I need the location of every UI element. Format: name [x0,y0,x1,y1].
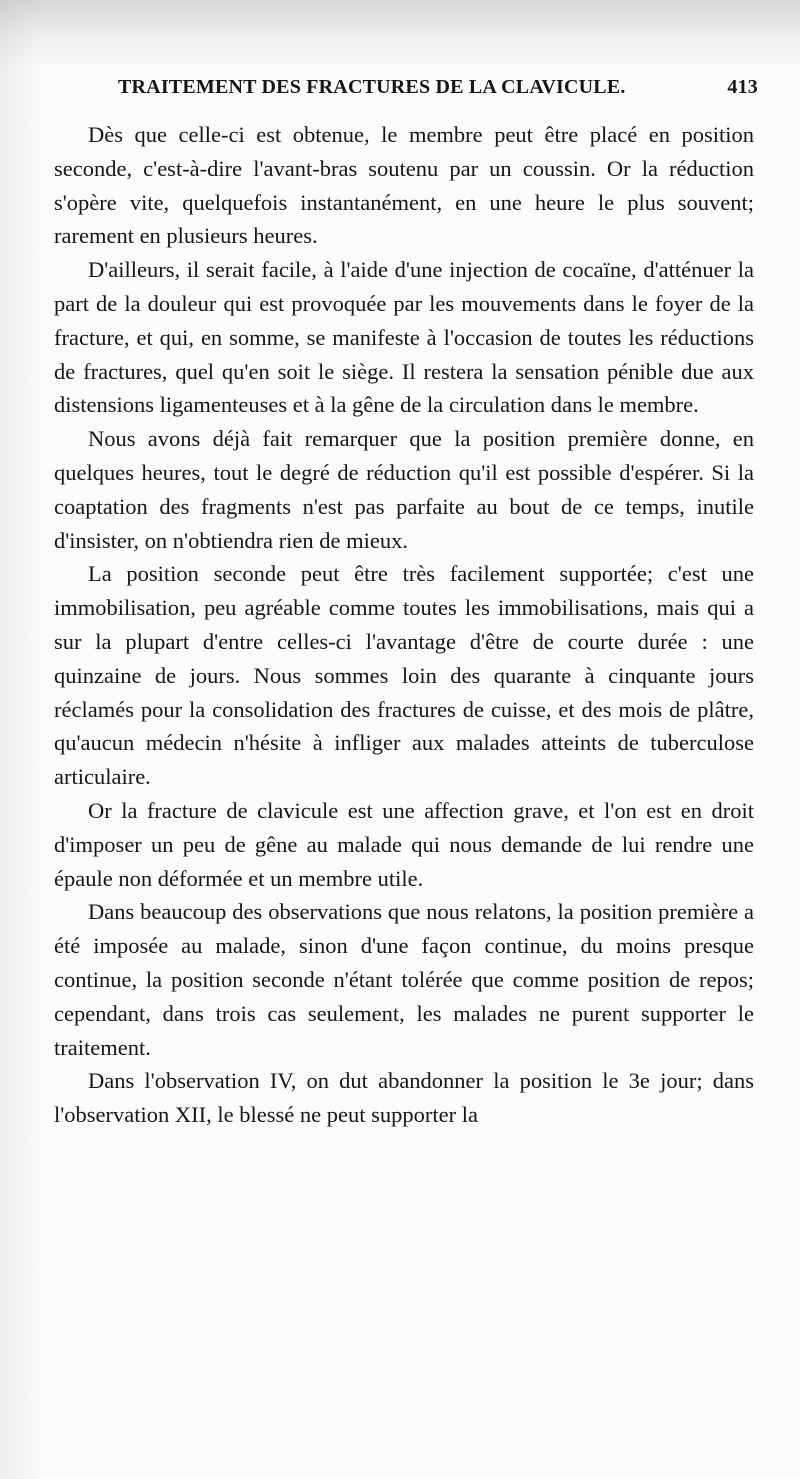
paragraph-5: Or la fracture de clavicule est une affection grave, et l'on est en droit d'imposer un peu de gêne au malade qui nous demande de lui rendre une épaule non déformée et un membre utile. [54,797,754,891]
paragraph-2: D'ailleurs, il serait facile, à l'aide d'une injection de cocaïne, d'atténuer la part de la douleur qui est provoquée par les mouvements dans le foyer de la fracture, et qui, en somme, se manifeste à l'occasion de toutes les réductions de fractures, quel qu'en soit le siège. Il restera la sensation pénible due aux distensions ligamenteuses et à la gêne de la circulation dans le membre. [54,257,754,418]
page-header [118,76,758,106]
body-text [54,118,754,1132]
page-number: 413 [727,76,758,98]
running-title: TRAITEMENT DES FRACTURES DE LA CLAVICULE. [118,76,626,98]
paragraph-1: Dès que celle-ci est obtenue, le membre peut être placé en position seconde, c'est-à-dire l'avant-bras soutenu par un coussin. Or la réduction s'opère vite, quelquefois instantanément, en une heure le plus souvent; rarement en plusieurs heures. [54,122,754,249]
scan-edge-shading [0,0,800,70]
paragraph-4: La position seconde peut être très facilement supportée; c'est une immobilisation, peu agréable comme toutes les immobilisations, mais qui a sur la plupart d'entre celles-ci l'avantage d'être de courte durée : une quinzaine de jours. Nous sommes loin des quarante à cinquante jours réclamés pour la consolidation des fractures de cuisse, et des mois de plâtre, qu'aucun médecin n'hésite à infliger aux malades atteints de tuberculose articulaire. [54,561,754,790]
paragraph-7: Dans l'observation IV, on dut abandonner la position le 3e jour; dans l'observation XII, le blessé ne peut supporter la [54,1068,754,1128]
scan-margin-shading [0,0,40,1479]
paragraph-6: Dans beaucoup des observations que nous relatons, la position première a été imposée au malade, sinon d'une façon continue, du moins presque continue, la position seconde n'étant tolérée que comme position de repos; cependant, dans trois cas seulement, les malades ne purent supporter le traitement. [54,899,754,1060]
paragraph-3: Nous avons déjà fait remarquer que la position première donne, en quelques heures, tout le degré de réduction qu'il est possible d'espérer. Si la coaptation des fragments n'est pas parfaite au bout de ce temps, inutile d'insister, on n'obtiendra rien de mieux. [54,426,754,553]
